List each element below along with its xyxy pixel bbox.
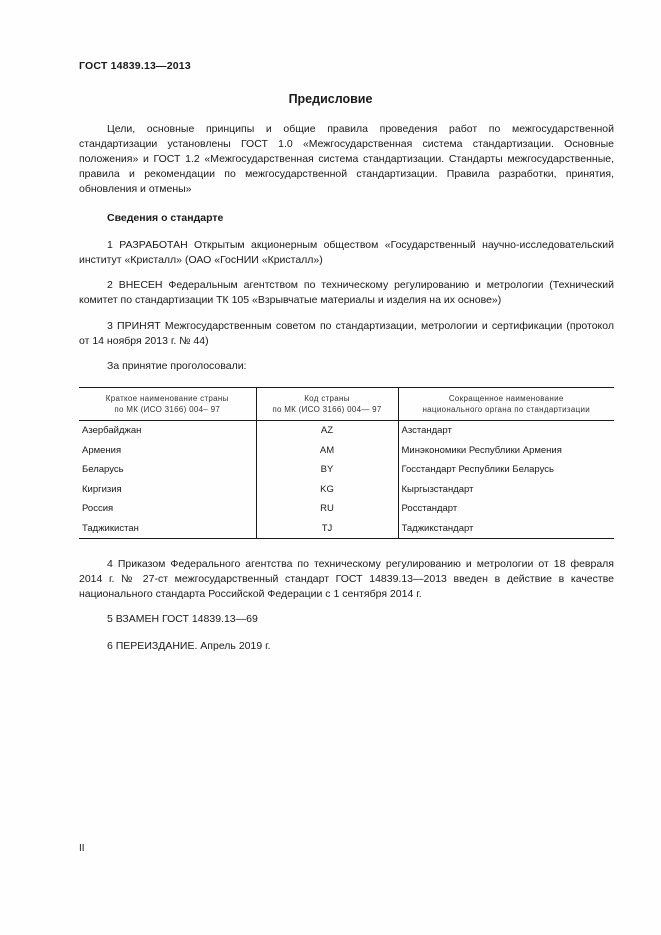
table-header-body xyxy=(398,388,614,421)
section-title: Сведения о стандарте xyxy=(107,212,224,224)
intro-paragraph xyxy=(79,122,614,197)
country-name: Беларусь xyxy=(82,464,124,475)
standards-body: Госстандарт Республики Беларусь xyxy=(398,460,614,480)
item-3 xyxy=(79,319,614,349)
table-header-country xyxy=(79,388,256,421)
item-6 xyxy=(79,639,614,654)
header-line: по МК (ИСО 3166) 004– 97 xyxy=(114,405,221,414)
voted-label-block xyxy=(79,359,614,374)
country-code: AM xyxy=(256,441,398,461)
standards-body: Азстандарт xyxy=(398,421,614,441)
country-code: RU xyxy=(256,499,398,519)
country-code: AZ xyxy=(256,421,398,441)
document-header: ГОСТ 14839.13—2013 xyxy=(79,60,191,72)
table-row xyxy=(79,421,614,441)
table-row xyxy=(79,499,614,519)
country-name: Россия xyxy=(82,503,114,514)
header-line: Сокращенное наименование xyxy=(448,394,564,403)
header-line: по МК (ИСО 3166) 004— 97 xyxy=(272,405,382,414)
page-title: Предисловие xyxy=(288,92,373,106)
item-2 xyxy=(79,278,614,308)
item-3-text: 3 ПРИНЯТ Межгосударственным советом по стандартизации, метрологии и сертификации (протокол от 14 ноября 2013 г. № 44) xyxy=(79,320,614,347)
country-name: Азербайджан xyxy=(82,425,142,436)
item-6-text: 6 ПЕРЕИЗДАНИЕ. Апрель 2019 г. xyxy=(107,640,271,652)
standards-body: Минэкономики Республики Армения xyxy=(398,441,614,461)
item-5 xyxy=(79,612,614,627)
page-number: II xyxy=(79,843,85,854)
table-row xyxy=(79,460,614,480)
item-4 xyxy=(79,557,614,602)
table-row xyxy=(79,519,614,539)
country-name: Таджикистан xyxy=(79,519,256,539)
standards-body: Таджикстандарт xyxy=(398,519,614,539)
country-code: KG xyxy=(256,480,398,500)
item-2-text: 2 ВНЕСЕН Федеральным агентством по техническому регулированию и метрологии (Технический комитет по стандартизации ТК 105 «Взрывчатые материалы и изделия на их основе») xyxy=(79,279,614,306)
header-line: национального органа по стандартизации xyxy=(422,405,591,414)
table-header-code xyxy=(256,388,398,421)
header-line: Краткое наименование страны xyxy=(105,394,229,403)
item-5-text: 5 ВЗАМЕН ГОСТ 14839.13—69 xyxy=(107,613,258,625)
country-name: Киргизия xyxy=(82,483,122,495)
table-row xyxy=(79,441,614,461)
standards-body: Росстандарт xyxy=(398,499,614,519)
header-line: Код страны xyxy=(304,394,350,403)
country-name: Армения xyxy=(82,444,122,456)
item-4-text: 4 Приказом Федерального агентства по техническому регулированию и метрологии от 18 февраля 2014 г. № 27-ст межгосударственный стандарт ГОСТ 14839.13—2013 введен в действие в качестве национального стандарта Российской Федерации с 1 сентября 2014 г. xyxy=(79,558,614,600)
section-heading-block xyxy=(79,211,614,226)
table-header-row xyxy=(79,388,614,421)
table-row xyxy=(79,480,614,500)
voting-countries-table xyxy=(79,387,614,539)
voted-label: За принятие проголосовали: xyxy=(107,360,247,372)
country-code: BY xyxy=(256,460,398,480)
intro-text: Цели, основные принципы и общие правила проведения работ по межгосударственной стандартизации установлены ГОСТ 1.0 «Межгосударственная система стандартизации. Основные положения» и ГОСТ 1.2 «Межгосударственная система стандартизации. Стандарты межгосударственные, правила и рекомендации по межгосударственной стандартизации. Правила разработки, принятия, обновления и отмены» xyxy=(79,123,614,195)
item-1 xyxy=(79,238,614,268)
item-1-text: 1 РАЗРАБОТАН Открытым акционерным обществом «Государственный научно-исследовательский институт «Кристалл» (ОАО «ГосНИИ «Кристалл») xyxy=(79,239,614,266)
standards-body: Кыргызстандарт xyxy=(398,480,614,500)
country-code: TJ xyxy=(256,519,398,539)
